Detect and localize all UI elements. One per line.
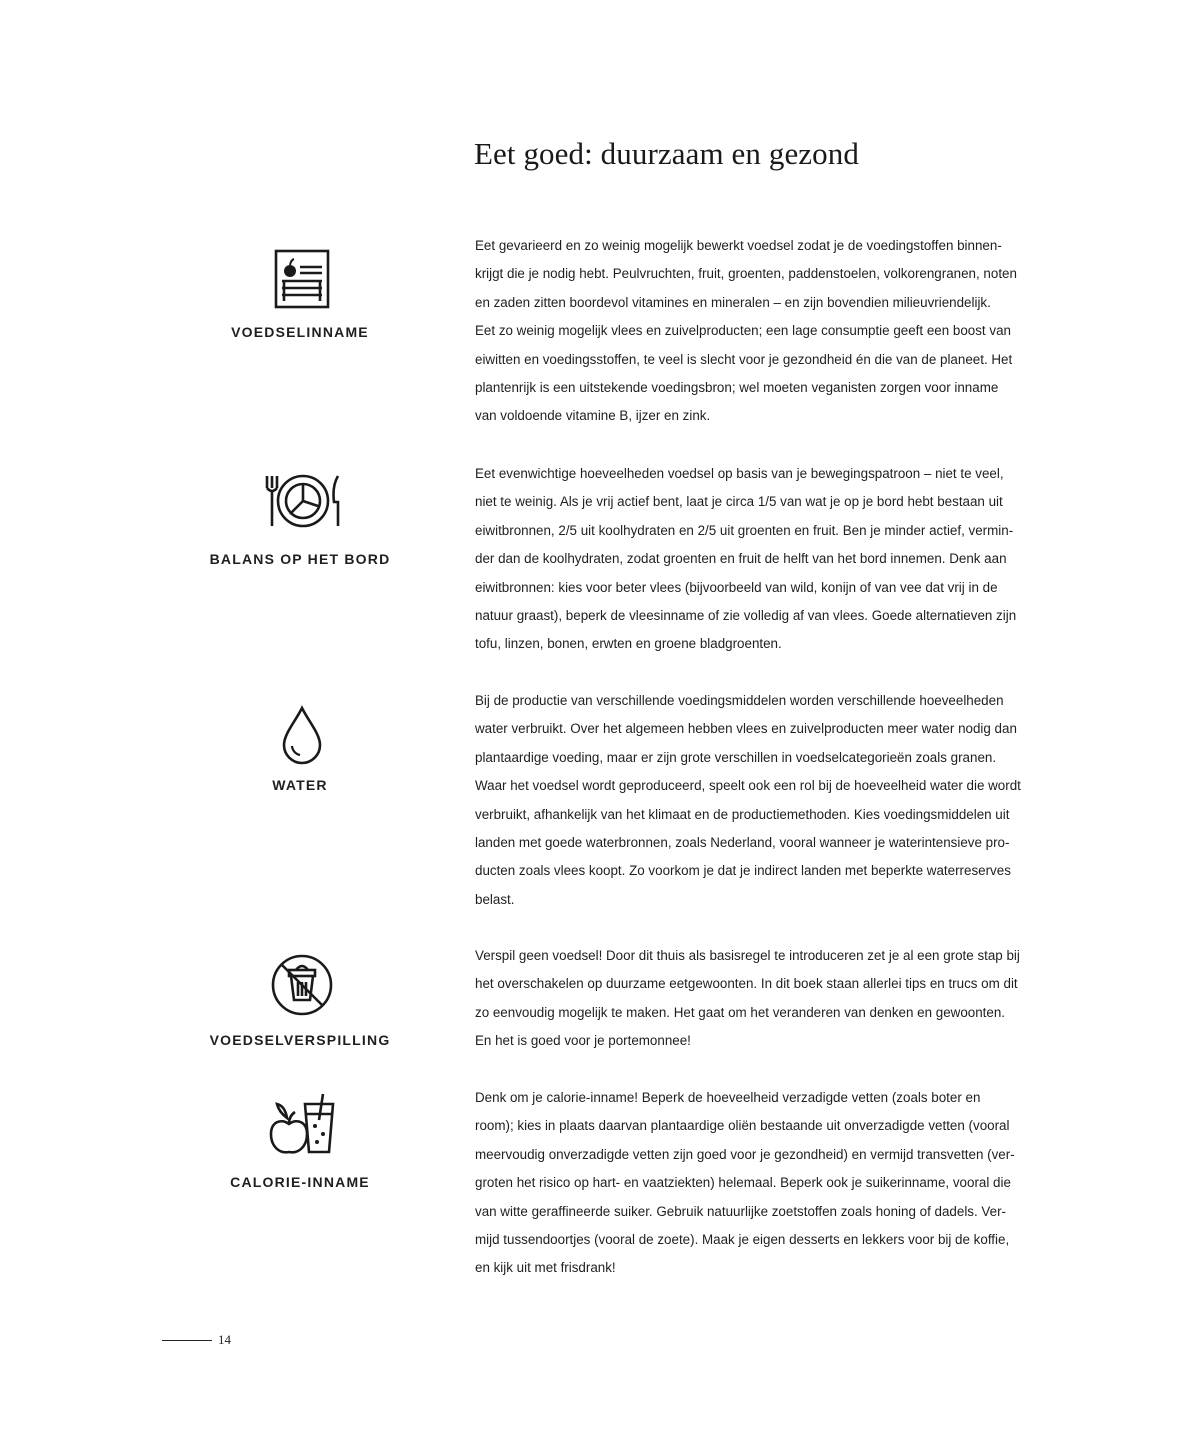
text-line: meervoudig onverzadigde vetten zijn goed voor je gezondheid) en vermijd transvetten (ver-: [475, 1146, 1015, 1162]
text-line: room); kies in plaats daarvan plantaardige oliën bestaande uit onverzadigde vetten (vooral: [475, 1118, 1010, 1134]
text-line: Eet evenwichtige hoeveelheden voedsel op basis van je bewegingspatroon – niet te veel,: [475, 466, 1004, 481]
text-line: tofu, linzen, bonen, erwten en groene bladgroenten.: [475, 636, 782, 652]
section-label-voedselinname: VOEDSELINNAME: [231, 324, 369, 340]
text-line: En het is goed voor je portemonnee!: [475, 1033, 691, 1049]
food-crate-icon: [262, 244, 342, 314]
plate-cutlery-icon: [258, 466, 348, 536]
no-waste-bin-icon: [262, 950, 342, 1020]
text-line: Denk om je calorie-inname! Beperk de hoeveelheid verzadigde vetten (zoals boter en: [475, 1090, 981, 1105]
text-line: Verspil geen voedsel! Door dit thuis als basisregel te introduceren zet je al een grote stap bij: [475, 948, 1020, 963]
text-line: natuur graast), beperk de vleesinname of zie volledig af van vlees. Goede alternatieven zijn: [475, 608, 1017, 624]
text-line: krijgt die je nodig hebt. Peulvruchten, fruit, groenten, paddenstoelen, volkorengranen, noten: [475, 266, 1017, 282]
text-line: eiwitbronnen, 2/5 uit koolhydraten en 2/5 uit groenten en fruit. Ben je minder actief, vermin-: [475, 522, 1014, 538]
section-label-calorie-inname: CALORIE-INNAME: [230, 1174, 370, 1190]
text-line: van voldoende vitamine B, ijzer en zink.: [475, 408, 711, 424]
page-title: Eet goed: duurzaam en gezond: [474, 136, 859, 171]
text-line: plantaardige voeding, maar er zijn grote verschillen in voedselcategorieën zoals granen.: [475, 749, 997, 765]
apple-soda-icon: [262, 1090, 342, 1160]
text-line: belast.: [475, 891, 515, 907]
section-text-voedselverspilling: [475, 942, 1075, 1056]
text-line: Waar het voedsel wordt geproduceerd, speelt ook een rol bij de hoeveelheid water die wordt: [475, 778, 1021, 794]
text-line: plantenrijk is een uitstekende voedingsbron; wel moeten veganisten zorgen voor inname: [475, 380, 999, 396]
text-line: landen met goede waterbronnen, zoals Nederland, vooral wanneer je waterintensieve pro-: [475, 835, 1010, 851]
section-text-balans: [475, 460, 1075, 659]
footer-rule: [162, 1340, 212, 1341]
section-text-calorie-inname: [475, 1084, 1075, 1283]
text-line: zo eenvoudig mogelijk te maken. Het gaat om het veranderen van denken en gewoonten.: [475, 1004, 1006, 1020]
text-line: mijd tussendoortjes (vooral de zoete). Maak je eigen desserts en lekkers voor bij de koffie,: [475, 1232, 1010, 1248]
text-line: Eet gevarieerd en zo weinig mogelijk bewerkt voedsel zodat je de voedingstoffen binnen-: [475, 238, 1002, 253]
text-line: en zaden zitten boordevol vitamines en mineralen – en zijn bovendien milieuvriendelijk.: [475, 294, 991, 310]
text-line: verbruikt, afhankelijk van het klimaat en de productiemethoden. Kies voedingsmiddelen uit: [475, 806, 1010, 822]
text-line: Bij de productie van verschillende voedingsmiddelen worden verschillende hoeveelheden: [475, 693, 1004, 708]
section-label-water: WATER: [272, 777, 328, 793]
text-line: eiwitbronnen: kies voor beter vlees (bijvoorbeeld van wild, konijn of van vee dat vrij in de: [475, 579, 998, 595]
text-line: niet te weinig. Als je vrij actief bent, laat je circa 1/5 van wat je op je bord hebt bestaan uit: [475, 494, 1003, 510]
text-line: ducten zoals vlees koopt. Zo voorkom je dat je indirect landen met beperkte waterreserves: [475, 863, 1011, 879]
text-line: Eet zo weinig mogelijk vlees en zuivelproducten; een lage consumptie geeft een boost van: [475, 323, 1011, 339]
text-line: en kijk uit met frisdrank!: [475, 1260, 616, 1276]
section-text-voedselinname: [475, 232, 1075, 431]
water-drop-icon: [262, 700, 342, 770]
text-line: het overschakelen op duurzame eetgewoonten. In dit boek staan allerlei tips en trucs om dit: [475, 976, 1018, 992]
text-line: der dan de koolhydraten, zodat groenten en fruit de helft van het bord innemen. Denk aan: [475, 551, 1007, 567]
text-line: eiwitten en voedingsstoffen, te veel is slecht voor je gezondheid én die van de planeet. Het: [475, 351, 1013, 367]
page-number: 14: [218, 1332, 231, 1347]
section-text-water: [475, 687, 1075, 914]
section-label-balans: BALANS OP HET BORD: [209, 551, 391, 567]
text-line: van witte geraffineerde suiker. Gebruik natuurlijke zoetstoffen zoals honing of dadels. Ver-: [475, 1203, 1006, 1219]
text-line: groten het risico op hart- en vaatziekten) helemaal. Beperk ook je suikerinname, vooral die: [475, 1175, 1011, 1191]
text-line: water verbruikt. Over het algemeen hebben vlees en zuivelproducten meer water nodig dan: [475, 721, 1017, 737]
section-label-voedselverspilling: VOEDSELVERSPILLING: [209, 1032, 391, 1048]
